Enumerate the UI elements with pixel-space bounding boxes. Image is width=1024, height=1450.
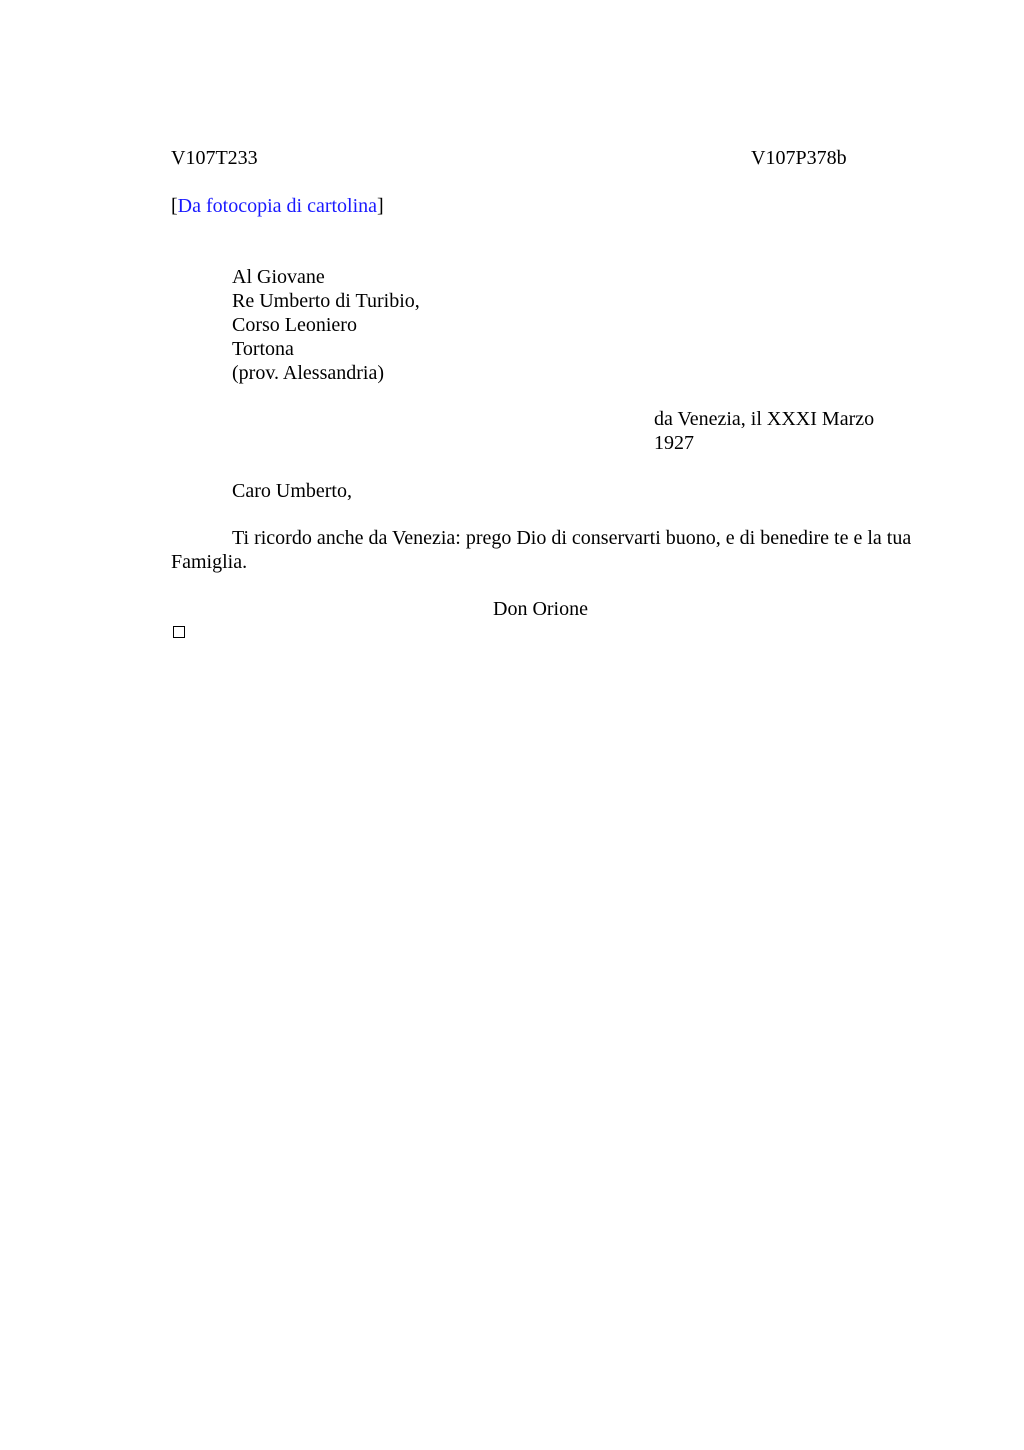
document-code-left: V107T233 (171, 147, 258, 169)
letter-body: Ti ricordo anche da Venezia: prego Dio di conservarti buono, e di benedire te e la tua Famiglia. (171, 527, 912, 573)
address-line: Re Umberto di Turibio, (232, 290, 420, 312)
address-line: Corso Leoniero (232, 314, 357, 336)
source-note-open-bracket: [ (171, 195, 178, 217)
source-note-link[interactable]: Da fotocopia di cartolina (177, 195, 378, 217)
address-line: Al Giovane (232, 266, 325, 288)
address-line: Tortona (232, 338, 294, 360)
dateline (654, 407, 914, 455)
document-code-right: V107P378b (751, 147, 847, 169)
letter-signature: Don Orione (493, 598, 588, 620)
recipient-address (232, 265, 420, 385)
address-line: (prov. Alessandria) (232, 362, 384, 384)
dateline-year: 1927 (654, 432, 694, 454)
letter-greeting: Caro Umberto, (232, 480, 352, 502)
source-note (171, 194, 384, 218)
dateline-place-date: da Venezia, il XXXI Marzo (654, 408, 875, 430)
source-note-close-bracket: ] (377, 195, 384, 217)
empty-square-icon (173, 626, 185, 638)
